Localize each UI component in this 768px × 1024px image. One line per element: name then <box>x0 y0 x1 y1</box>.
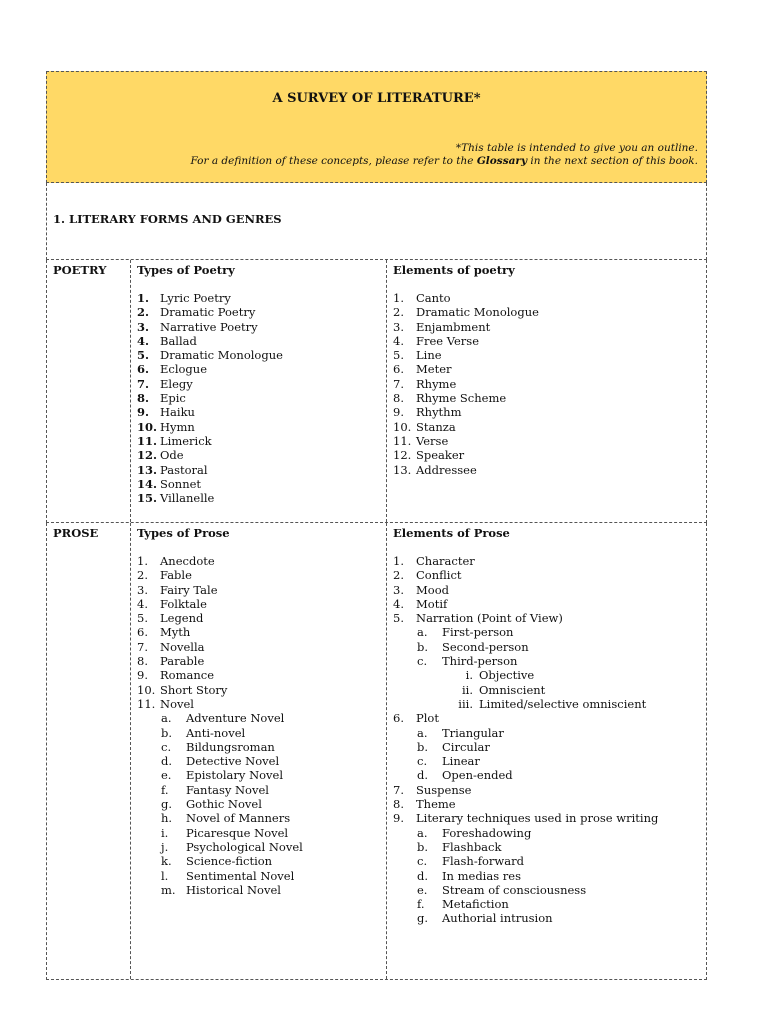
list-item-number: 11. <box>137 433 158 448</box>
list-item-number: 6. <box>393 711 404 726</box>
list-item-number: 6. <box>137 625 148 640</box>
list-item-number: 5. <box>137 348 150 363</box>
list-item-text: Ballad <box>160 333 197 348</box>
note-line-2-pre: For a definition of these concepts, please refer to the <box>190 155 477 167</box>
list-item <box>137 854 386 868</box>
list-item <box>137 783 386 797</box>
list-item-text: Adventure Novel <box>186 711 285 726</box>
list-item-text: Epistolary Novel <box>186 768 284 783</box>
list-item <box>137 754 386 768</box>
list-item-number: 1. <box>393 291 404 305</box>
list-item-number: 5. <box>137 611 148 626</box>
list-item-text: Line <box>416 348 442 363</box>
list-item-number: 12. <box>393 448 412 463</box>
list-item-text: Third-person <box>442 654 518 669</box>
list-item <box>137 583 386 597</box>
list-item-number: 3. <box>137 319 150 334</box>
list-item-text: Foreshadowing <box>442 825 532 840</box>
list-item <box>393 597 706 611</box>
list-item-text: Verse <box>416 433 449 448</box>
list-item <box>393 726 706 740</box>
list-item-number: 8. <box>137 654 148 669</box>
list-item-text: In medias res <box>442 868 521 883</box>
section-heading: 1. LITERARY FORMS AND GENRES <box>53 212 282 226</box>
list-item-text: Theme <box>416 797 456 812</box>
list-item <box>137 477 386 491</box>
list-item <box>393 883 706 897</box>
note-line-2-post: in the next section of this book. <box>527 155 698 167</box>
prose-elements-list <box>393 554 706 926</box>
list-item-text: Dramatic Poetry <box>160 305 256 320</box>
list-item-number: a. <box>417 725 428 740</box>
list-item-text: Novella <box>160 639 205 654</box>
list-item-text: Sonnet <box>160 476 202 491</box>
list-item-number: a. <box>417 625 428 640</box>
list-item <box>393 391 706 405</box>
list-item-text: Enjambment <box>416 319 491 334</box>
list-item-text: Stanza <box>416 419 456 434</box>
list-item-text: Parable <box>160 654 205 669</box>
list-item-number: b. <box>417 839 429 854</box>
list-item-text: Elegy <box>160 376 193 391</box>
list-item-number: 10. <box>137 419 158 434</box>
list-item-text: Science-fiction <box>186 854 273 869</box>
list-item-text: Motif <box>416 596 448 611</box>
list-item-number: 8. <box>393 391 404 406</box>
list-item-text: Picaresque Novel <box>186 825 289 840</box>
list-item <box>137 625 386 639</box>
list-item <box>137 597 386 611</box>
list-item <box>393 740 706 754</box>
list-item-number: 4. <box>393 596 404 611</box>
list-item-text: Speaker <box>416 448 465 463</box>
list-item-text: Second-person <box>442 639 529 654</box>
list-item-number: 12. <box>137 448 158 463</box>
list-item-text: Open-ended <box>442 768 513 783</box>
list-item <box>137 448 386 462</box>
list-item <box>393 305 706 319</box>
poetry-types-heading: Types of Poetry <box>137 263 235 277</box>
list-item-number: 4. <box>393 333 404 348</box>
list-item <box>137 405 386 419</box>
note-line-1: *This table is intended to give you an outline. <box>455 142 698 154</box>
list-item-number: 1. <box>393 554 404 568</box>
list-item-text: Meter <box>416 362 452 377</box>
list-item <box>393 797 706 811</box>
list-item-number: 9. <box>393 811 404 826</box>
list-item-text: Dramatic Monologue <box>160 348 283 363</box>
list-item-text: Conflict <box>416 568 462 583</box>
list-item-text: Anecdote <box>160 554 215 568</box>
list-item-number: 3. <box>137 582 148 597</box>
list-item-text: Objective <box>479 668 535 683</box>
list-item <box>137 362 386 376</box>
poetry-types-list <box>137 291 386 505</box>
prose-types-cell <box>131 523 387 979</box>
list-item <box>137 697 386 711</box>
list-item-text: Historical Novel <box>186 882 281 897</box>
list-item <box>393 448 706 462</box>
list-item <box>137 434 386 448</box>
list-item <box>393 420 706 434</box>
list-item-number: d. <box>161 754 173 769</box>
list-item-number: 4. <box>137 596 148 611</box>
list-item <box>137 391 386 405</box>
list-item-text: Literary techniques used in prose writing <box>416 811 659 826</box>
list-item-number: 5. <box>393 611 404 626</box>
list-item <box>137 869 386 883</box>
list-item-number: c. <box>417 754 428 769</box>
list-item <box>393 334 706 348</box>
list-item <box>393 783 706 797</box>
list-item-text: Limited/selective omniscient <box>479 696 647 711</box>
list-item <box>393 869 706 883</box>
list-item-number: 2. <box>137 568 148 583</box>
list-item <box>137 768 386 782</box>
list-item <box>393 463 706 477</box>
list-item <box>393 854 706 868</box>
list-item-text: Triangular <box>442 725 504 740</box>
list-item-text: Haiku <box>160 405 195 420</box>
list-item-number: 7. <box>393 782 404 797</box>
list-item <box>137 377 386 391</box>
list-item-number: 11. <box>137 696 156 711</box>
list-item-number: 2. <box>393 568 404 583</box>
list-item-number: j. <box>161 839 169 854</box>
list-item <box>137 554 386 568</box>
list-item <box>137 334 386 348</box>
list-item <box>137 305 386 319</box>
header-note <box>190 142 698 168</box>
list-item-number: d. <box>417 768 429 783</box>
list-item-text: Short Story <box>160 682 228 697</box>
poetry-elements-cell <box>387 260 706 522</box>
list-item-number: 1. <box>137 291 150 305</box>
section-row <box>46 183 707 260</box>
list-item-number: c. <box>417 654 428 669</box>
list-item-number: m. <box>161 882 176 897</box>
list-item-text: Hymn <box>160 419 195 434</box>
list-item <box>393 840 706 854</box>
list-item-text: Circular <box>442 739 490 754</box>
list-item-number: 1. <box>137 554 148 568</box>
prose-types-list <box>137 554 386 897</box>
list-item <box>393 697 706 711</box>
list-item-text: Fable <box>160 568 192 583</box>
list-item-number: 11. <box>393 433 412 448</box>
list-item-text: Folktale <box>160 596 207 611</box>
list-item-number: 13. <box>393 462 412 477</box>
list-item-text: Sentimental Novel <box>186 868 295 883</box>
list-item <box>393 348 706 362</box>
list-item-text: Pastoral <box>160 462 208 477</box>
list-item-text: Legend <box>160 611 204 626</box>
list-item <box>137 711 386 725</box>
list-item-text: Rhyme <box>416 376 457 391</box>
list-item-number: 7. <box>137 376 150 391</box>
list-item-number: 8. <box>393 797 404 812</box>
list-item <box>393 768 706 782</box>
list-item <box>393 611 706 625</box>
list-item-text: Mood <box>416 582 449 597</box>
list-item-text: Addressee <box>416 462 477 477</box>
list-item <box>393 683 706 697</box>
list-item <box>393 362 706 376</box>
list-item-number: 7. <box>393 376 404 391</box>
list-item <box>137 291 386 305</box>
poetry-elements-list <box>393 291 706 477</box>
prose-elements-cell <box>387 523 706 979</box>
list-item-text: Authorial intrusion <box>442 911 553 926</box>
list-item-number: 6. <box>393 362 404 377</box>
list-item-number: i. <box>161 825 169 840</box>
note-line-2 <box>190 155 698 168</box>
list-item-text: Novel of Manners <box>186 811 291 826</box>
prose-row <box>46 523 707 980</box>
list-item-number: l. <box>161 868 169 883</box>
list-item-text: Rhyme Scheme <box>416 391 507 406</box>
page-title: A SURVEY OF LITERATURE* <box>272 91 481 106</box>
list-item <box>137 740 386 754</box>
list-item-number: 2. <box>393 305 404 320</box>
list-item-number: g. <box>417 911 429 926</box>
list-item-number: 9. <box>393 405 404 420</box>
list-item <box>393 405 706 419</box>
list-item <box>393 583 706 597</box>
list-item <box>393 320 706 334</box>
list-item-number: 13. <box>137 462 158 477</box>
list-item <box>137 654 386 668</box>
list-item <box>393 897 706 911</box>
list-item-number: d. <box>417 868 429 883</box>
list-item <box>393 640 706 654</box>
list-item <box>137 883 386 897</box>
list-item-number: a. <box>161 711 172 726</box>
list-item-text: Linear <box>442 754 480 769</box>
list-item-number: 6. <box>137 362 150 377</box>
list-item-text: Character <box>416 554 475 568</box>
list-item-text: Myth <box>160 625 191 640</box>
list-item <box>137 797 386 811</box>
list-item-text: Epic <box>160 391 186 406</box>
list-item <box>137 811 386 825</box>
list-item-text: Flashback <box>442 839 502 854</box>
list-item-number: h. <box>161 811 173 826</box>
list-item-number: iii. <box>458 696 473 711</box>
list-item-number: f. <box>161 782 169 797</box>
list-item <box>393 625 706 639</box>
list-item-text: First-person <box>442 625 514 640</box>
list-item-number: b. <box>417 639 429 654</box>
list-item <box>393 568 706 582</box>
poetry-types-cell <box>131 260 387 522</box>
prose-types-heading: Types of Prose <box>137 526 230 540</box>
list-item-text: Psychological Novel <box>186 839 303 854</box>
list-item-number: 3. <box>393 319 404 334</box>
list-item-number: c. <box>417 854 428 869</box>
list-item-text: Gothic Novel <box>186 797 262 812</box>
list-item <box>393 711 706 725</box>
list-item <box>393 811 706 825</box>
list-item <box>137 726 386 740</box>
list-item-number: 15. <box>137 491 158 506</box>
list-item-number: b. <box>417 739 429 754</box>
list-item-text: Novel <box>160 696 194 711</box>
list-item-number: 10. <box>137 682 156 697</box>
list-item-text: Stream of consciousness <box>442 882 587 897</box>
list-item-text: Romance <box>160 668 214 683</box>
list-item <box>393 754 706 768</box>
list-item <box>393 668 706 682</box>
list-item-text: Villanelle <box>160 491 215 506</box>
list-item <box>393 554 706 568</box>
list-item-text: Bildungsroman <box>186 739 275 754</box>
list-item-number: 2. <box>137 305 150 320</box>
list-item-text: Ode <box>160 448 184 463</box>
list-item-number: a. <box>417 825 428 840</box>
list-item-text: Fairy Tale <box>160 582 218 597</box>
list-item-number: 9. <box>137 668 148 683</box>
list-item-text: Anti-novel <box>186 725 246 740</box>
list-item <box>137 668 386 682</box>
list-item <box>393 291 706 305</box>
prose-elements-heading: Elements of Prose <box>393 526 510 540</box>
prose-label: PROSE <box>47 523 131 979</box>
table-header <box>46 71 707 183</box>
note-glossary: Glossary <box>476 155 528 167</box>
list-item <box>137 840 386 854</box>
list-item-number: k. <box>161 854 172 869</box>
list-item-text: Flash-forward <box>442 854 524 869</box>
list-item <box>393 826 706 840</box>
list-item-number: ii. <box>461 682 473 697</box>
list-item <box>393 377 706 391</box>
list-item <box>393 911 706 925</box>
list-item-number: 10. <box>393 419 412 434</box>
poetry-row <box>46 260 707 523</box>
list-item <box>137 611 386 625</box>
list-item <box>137 491 386 505</box>
list-item-text: Narrative Poetry <box>160 319 258 334</box>
list-item-number: 14. <box>137 476 158 491</box>
list-item <box>137 348 386 362</box>
list-item <box>137 568 386 582</box>
list-item-text: Suspense <box>416 782 472 797</box>
list-item-number: i. <box>465 668 473 683</box>
list-item <box>137 683 386 697</box>
list-item-number: 5. <box>393 348 404 363</box>
list-item-text: Detective Novel <box>186 754 280 769</box>
list-item-number: 8. <box>137 391 150 406</box>
list-item-number: b. <box>161 725 173 740</box>
list-item-text: Plot <box>416 711 439 726</box>
list-item-text: Rhythm <box>416 405 462 420</box>
survey-table <box>46 71 707 980</box>
list-item-number: e. <box>161 768 172 783</box>
list-item <box>137 826 386 840</box>
list-item <box>393 434 706 448</box>
list-item-number: f. <box>417 897 425 912</box>
list-item-text: Fantasy Novel <box>186 782 269 797</box>
list-item <box>137 640 386 654</box>
list-item-text: Metafiction <box>442 897 509 912</box>
list-item-text: Free Verse <box>416 333 480 348</box>
list-item-number: 4. <box>137 333 150 348</box>
list-item-number: g. <box>161 797 173 812</box>
list-item-text: Eclogue <box>160 362 208 377</box>
list-item-text: Canto <box>416 291 451 305</box>
list-item-text: Narration (Point of View) <box>416 611 563 626</box>
list-item-text: Lyric Poetry <box>160 291 231 305</box>
list-item <box>137 463 386 477</box>
list-item-text: Dramatic Monologue <box>416 305 539 320</box>
list-item <box>137 420 386 434</box>
list-item <box>393 654 706 668</box>
list-item-text: Omniscient <box>479 682 546 697</box>
list-item-number: 7. <box>137 639 148 654</box>
list-item-number: 9. <box>137 405 150 420</box>
list-item-number: 3. <box>393 582 404 597</box>
list-item-text: Limerick <box>160 433 212 448</box>
poetry-label: POETRY <box>47 260 131 522</box>
poetry-elements-heading: Elements of poetry <box>393 263 515 277</box>
list-item-number: c. <box>161 739 172 754</box>
list-item <box>137 320 386 334</box>
list-item-number: e. <box>417 882 428 897</box>
